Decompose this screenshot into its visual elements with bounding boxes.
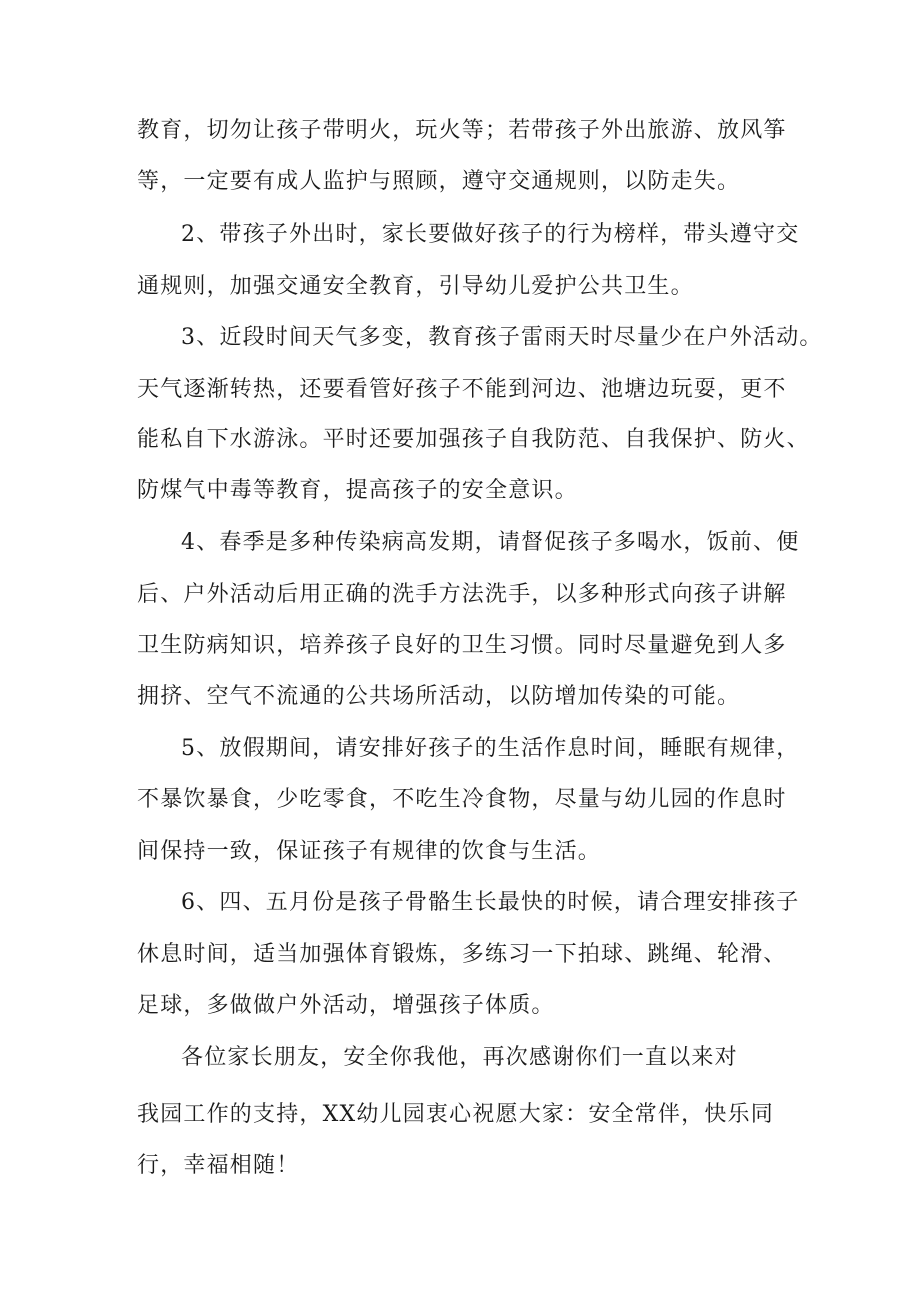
paragraph-line: 防煤气中毒等教育，提高孩子的安全意识。 [137, 478, 578, 503]
paragraph-line: 后、户外活动后用正确的洗手方法洗手，以多种形式向孩子讲解 [137, 582, 787, 607]
closing-line: 行，幸福相随！ [137, 1153, 300, 1178]
paragraph-line: 拥挤、空气不流通的公共场所活动，以防增加传染的可能。 [137, 684, 741, 709]
item-5-line: 5、放假期间，请安排好孩子的生活作息时间，睡眠有规律， [181, 736, 800, 761]
item-4-line: 4、春季是多种传染病高发期，请督促孩子多喝水，饭前、便 [181, 530, 800, 555]
paragraph-line: 足球，多做做户外活动，增强孩子体质。 [137, 993, 555, 1018]
paragraph-line: 等，一定要有成人监护与照顾，遵守交通规则，以防走失。 [137, 169, 741, 194]
closing-line: 我园工作的支持，XX幼儿园衷心祝愿大家：安全常伴，快乐同 [137, 1102, 774, 1127]
item-3-line: 3、近段时间天气多变，教育孩子雷雨天时尽量少在户外活动。 [181, 325, 823, 350]
paragraph-line: 卫生防病知识，培养孩子良好的卫生习惯。同时尽量避免到人多 [137, 633, 787, 658]
item-2-line: 2、带孩子外出时，家长要做好孩子的行为榜样，带头遵守交 [181, 222, 800, 247]
paragraph-line: 不暴饮暴食，少吃零食，不吃生冷食物，尽量与幼儿园的作息时 [137, 787, 787, 812]
item-6-line: 6、四、五月份是孩子骨骼生长最快的时候，请合理安排孩子 [181, 890, 800, 915]
closing-line: 各位家长朋友，安全你我他，再次感谢你们一直以来对 [181, 1045, 738, 1070]
paragraph-line: 通规则，加强交通安全教育，引导幼儿爱护公共卫生。 [137, 274, 694, 299]
paragraph-line: 天气逐渐转热，还要看管好孩子不能到河边、池塘边玩耍，更不 [137, 377, 787, 402]
paragraph-line: 能私自下水游泳。平时还要加强孩子自我防范、自我保护、防火、 [137, 427, 810, 452]
paragraph-line: 教育，切勿让孩子带明火，玩火等；若带孩子外出旅游、放风筝 [137, 118, 787, 143]
paragraph-line: 间保持一致，保证孩子有规律的饮食与生活。 [137, 839, 602, 864]
paragraph-line: 休息时间，适当加强体育锻炼，多练习一下拍球、跳绳、轮滑、 [137, 942, 787, 967]
